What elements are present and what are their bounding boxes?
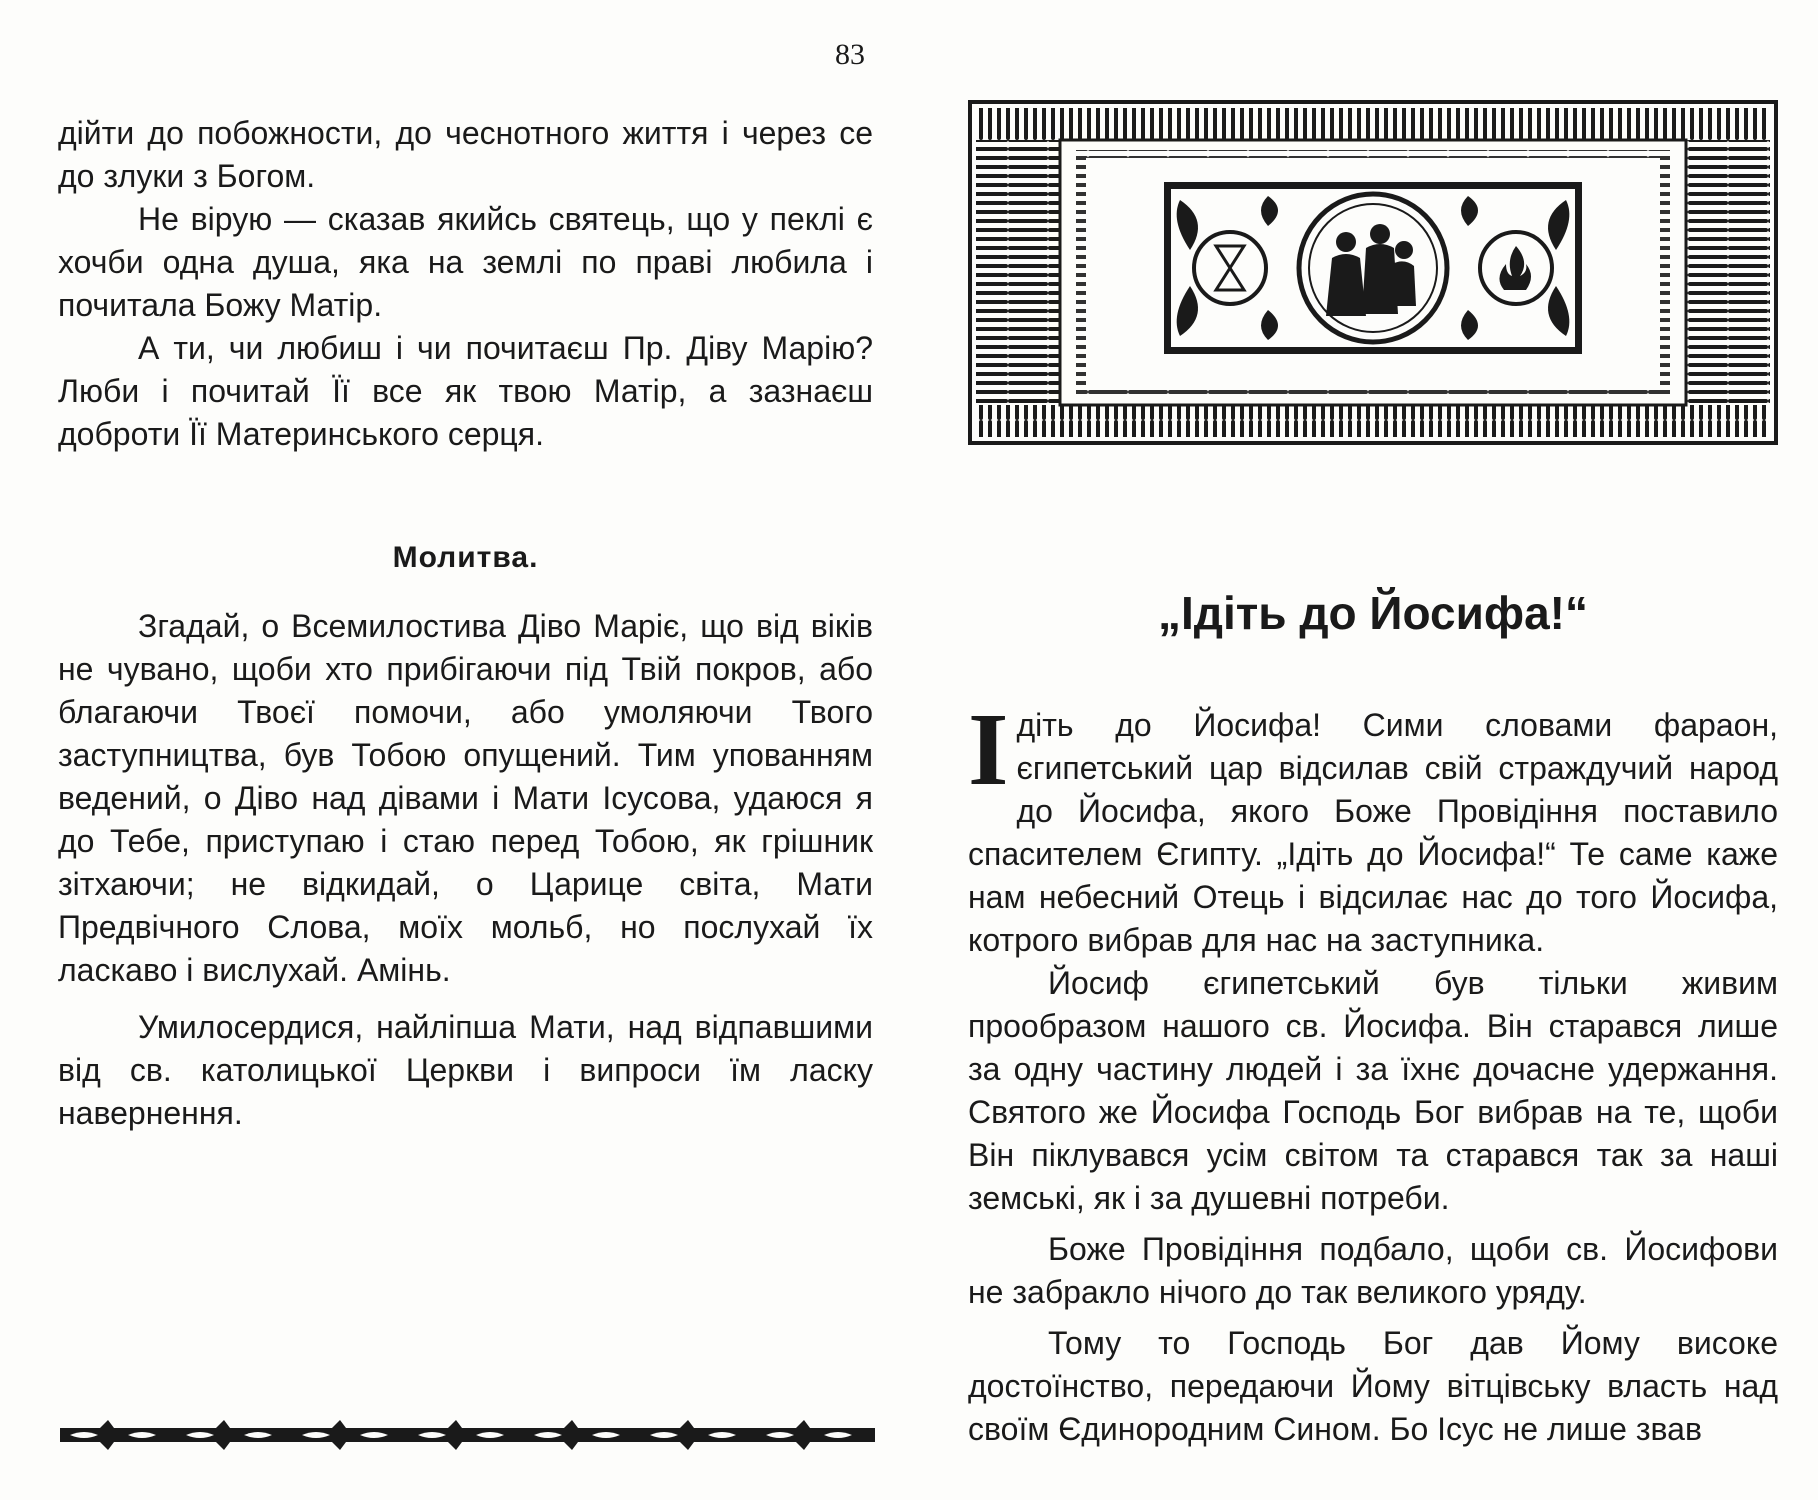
- right-paragraph-3: Боже Провідіння подбало, щоби св. Йосифови не забракло нічого до так великого уряду.: [968, 1231, 1778, 1310]
- prayer-paragraph-2: Умилосердися, найліпша Мати, над відпавшими від св. католицької Церкви і випроси їм ласку навернення.: [58, 1009, 873, 1131]
- page-number: 83: [835, 38, 865, 71]
- right-paragraph-1-text: діть до Йосифа! Сими словами фараон, єгипетський цар відсилав свій страждучий народ до Йосифа, якого Боже Провідіння поставило спасителем Єгипту. „Ідіть до Йосифа!“ Те саме каже нам небесний Отець і відсилає нас до того Йосифа, котрого вибрав для нас на заступника.: [968, 707, 1778, 958]
- right-paragraph-1: [968, 692, 1778, 962]
- right-paragraph-4: Тому то Господь Бог дав Йому високе достоїнство, передаючи Йому вітцівську власть над своїм Єдинородним Сином. Бо Ісус не лише звав: [968, 1325, 1778, 1447]
- drop-cap: І: [968, 692, 1009, 807]
- right-paragraph-2: Йосиф єгипетський був тільки живим прообразом нашого св. Йосифа. Він старався лише за одну частину людей і за їхнє дочасне удержання. Святого же Йосифа Господь Бог вибрав на те, щоби Він піклувався усім світом та старався так за наші земські, як і за душевні потреби.: [968, 965, 1778, 1216]
- left-paragraph-3: А ти, чи любиш і чи почитаєш Пр. Діву Марію? Люби і почитай Її все як твою Матір, а зазнаєш доброти Її Материнського серця.: [58, 330, 873, 452]
- left-page: [58, 112, 873, 1135]
- left-paragraph-1: дійти до побожности, до чеснотного життя і через се до злуки з Богом.: [58, 115, 873, 194]
- prayer-heading: Молитва.: [392, 541, 539, 574]
- decorative-leaf-band: [60, 1418, 875, 1452]
- left-paragraph-2: Не вірую — сказав якийсь святець, що у пеклі є хочби одна душа, яка на землі по праві любила і почитала Божу Матір.: [58, 201, 873, 323]
- prayer-paragraph-1: Згадай, о Всемилостива Діво Маріє, що від віків не чувано, щоби хто прибігаючи під Твій покров, або благаючи Твоєї помочи, або умоляючи Твого заступництва, був Тобою опущений. Тим упованням ведений, о Діво над дівами і Мати Ісусова, удаюся я до Тебе, приступаю і стаю перед Тобою, як грішник зітхаючи; не відкидай, о Царице світа, Мати Предвічного Слова, моїх мольб, но послухай їх ласкаво і вислухай. Амінь.: [58, 608, 873, 988]
- right-page-body: [968, 692, 1778, 1451]
- ornamental-headpiece: [968, 100, 1778, 445]
- chapter-title: „Ідіть до Йосифа!“: [1158, 587, 1588, 639]
